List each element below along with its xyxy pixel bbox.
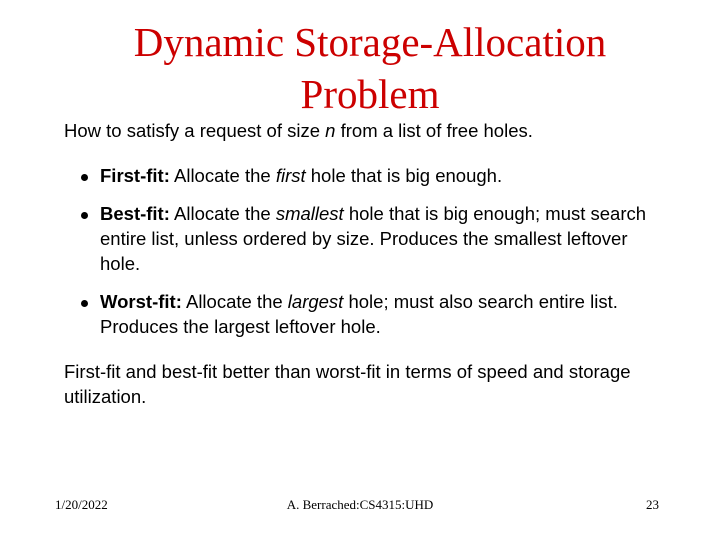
term-worst-fit: Worst-fit: (100, 291, 182, 312)
worst-fit-text-before: Allocate the (181, 291, 288, 312)
slide-title-line-2: Problem (300, 71, 440, 117)
first-fit-text-after: hole that is big enough. (305, 165, 503, 186)
intro-variable: n (325, 120, 336, 141)
bullet-worst-fit (64, 289, 664, 339)
intro-paragraph (64, 118, 664, 143)
intro-text-after: from a list of free holes. (335, 120, 533, 141)
worst-fit-emphasis: largest (287, 291, 344, 312)
best-fit-text-after: hole that is big enough; must search entire list, unless ordered by size. Produces the smallest leftover hole. (100, 203, 647, 274)
first-fit-emphasis: first (275, 165, 306, 186)
slide-title (60, 16, 680, 120)
bullet-dot-icon (81, 174, 88, 181)
footer-date: 1/20/2022 (55, 497, 108, 512)
bullet-best-fit (64, 201, 664, 276)
bullet-dot-icon (81, 212, 88, 219)
conclusion-paragraph: First-fit and best-fit better than worst-fit in terms of speed and storage utilization. (64, 361, 631, 407)
best-fit-emphasis: smallest (275, 203, 344, 224)
slide-body (64, 118, 664, 409)
slide-title-line-1: Dynamic Storage-Allocation (133, 19, 607, 65)
footer-page-number: 23 (646, 497, 659, 512)
bullet-first-fit (64, 163, 664, 188)
worst-fit-text-after: hole; must also search entire list. Produces the largest leftover hole. (100, 291, 618, 337)
footer-author: A. Berrached:CS4315:UHD (286, 497, 434, 512)
allocation-strategy-list (64, 163, 664, 339)
term-first-fit: First-fit: (100, 165, 170, 186)
term-best-fit: Best-fit: (100, 203, 170, 224)
intro-text-before: How to satisfy a request of size (64, 120, 326, 141)
first-fit-text-before: Allocate the (169, 165, 276, 186)
best-fit-text-before: Allocate the (169, 203, 276, 224)
bullet-dot-icon (81, 300, 88, 307)
